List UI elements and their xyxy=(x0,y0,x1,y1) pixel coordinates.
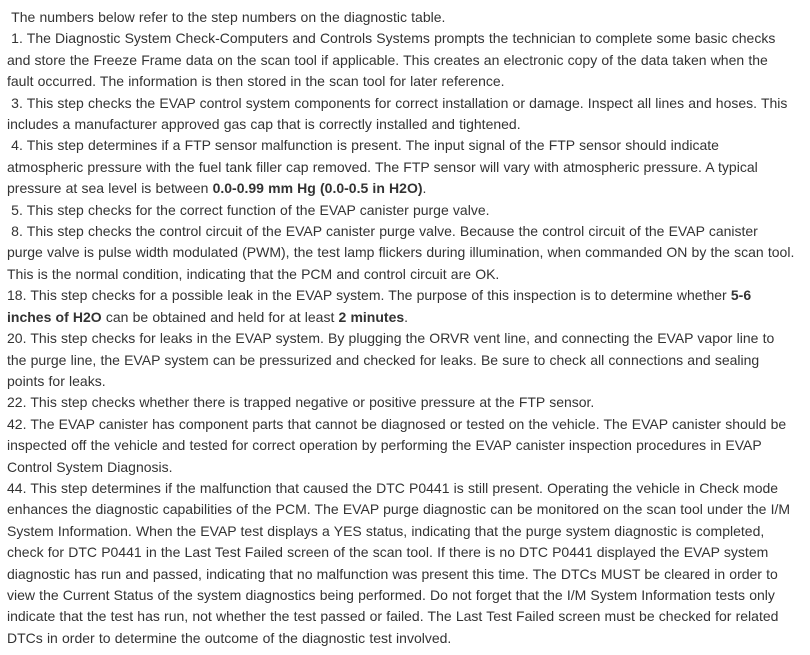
paragraph xyxy=(7,7,796,28)
paragraph xyxy=(7,28,796,92)
paragraph xyxy=(7,135,796,199)
paragraph xyxy=(7,93,796,136)
bold-text-segment: 2 minutes xyxy=(338,308,405,325)
text-segment: 20. This step checks for leaks in the EVAP system. By plugging the ORVR vent line, and connecting the EVAP vapor line to the purge line, the EVAP system can be pressurized and checked for leaks. Be sure to check all connections and sealing points for leaks. xyxy=(7,330,779,389)
text-segment: 4. This step determines if a FTP sensor malfunction is present. The input signal of the FTP sensor should indicate atmospheric pressure with the fuel tank filler cap removed. The FTP sensor will vary with atmospheric pressure. A typical pressure at sea level is between xyxy=(7,137,762,197)
paragraph xyxy=(7,328,796,392)
text-segment: . xyxy=(404,308,409,325)
bold-text-segment: 5-6 inches of H2O xyxy=(7,287,756,325)
paragraph xyxy=(7,200,796,221)
text-segment: 22. This step checks whether there is trapped negative or positive pressure at the FTP sensor. xyxy=(7,394,595,411)
text-segment: 44. This step determines if the malfunction that caused the DTC P0441 is still present. Operating the vehicle in Check mode enhances the diagnostic capabilities of the PCM. The EVAP purge diagnostic can be monitored on the scan tool under the I/M System Information. When the EVAP test displays a YES status, indicating that the purge system diagnostic is completed, check for DTC P0441 in the Last Test Failed screen of the scan tool. If there is no DTC P0441 displayed the EVAP system diagnostic has run and passed, indicating that no malfunction was present this time. The DTCs MUST be cleared in order to view the Current Status of the system diagnostics being performed. Do not forget that the I/M System Information tests only indicate that the test has run, not whether the test passed or failed. The Last Test Failed screen must be checked for related DTCs in order to determine the outcome of the diagnostic test involved. xyxy=(7,479,795,646)
paragraph xyxy=(7,221,799,285)
text-segment: 42. The EVAP canister has component parts that cannot be diagnosed or tested on the vehicle. The EVAP canister should be inspected off the vehicle and tested for correct operation by performing the EVAP canister inspection procedures in EVAP Control System Diagnosis. xyxy=(7,415,791,475)
text-segment: 8. This step checks the control circuit of the EVAP canister purge valve. Because the control circuit of the EVAP canister purge valve is pulse width modulated (PWM), the test lamp flickers during illumination, when commanded ON by the scan tool. This is the normal condition, indicating that the PCM and control circuit are OK. xyxy=(7,223,799,282)
paragraph xyxy=(7,414,796,478)
text-segment: The numbers below refer to the step numbers on the diagnostic table. xyxy=(7,9,446,25)
text-segment: . xyxy=(422,180,427,197)
text-segment: 18. This step checks for a possible leak in the EVAP system. The purpose of this inspection is to determine whether xyxy=(7,287,731,304)
paragraph xyxy=(7,478,796,649)
text-segment: 5. This step checks for the correct function of the EVAP canister purge valve. xyxy=(7,201,490,218)
paragraph xyxy=(7,285,796,328)
text-segment: can be obtained and held for at least xyxy=(101,308,339,325)
text-segment: 3. This step checks the EVAP control system components for correct installation or damage. Inspect all lines and hoses. This includes a manufacturer approved gas cap that is correctly installed and tightened. xyxy=(7,94,792,133)
paragraph xyxy=(7,392,796,413)
text-segment: 1. The Diagnostic System Check-Computers and Controls Systems prompts the technician to complete some basic checks and store the Freeze Frame data on the scan tool if applicable. This creates an electronic copy of the data taken when the fault occurred. The information is then stored in the scan tool for later reference. xyxy=(7,30,780,90)
bold-text-segment: 0.0-0.99 mm Hg (0.0-0.5 in H2O) xyxy=(212,180,423,197)
